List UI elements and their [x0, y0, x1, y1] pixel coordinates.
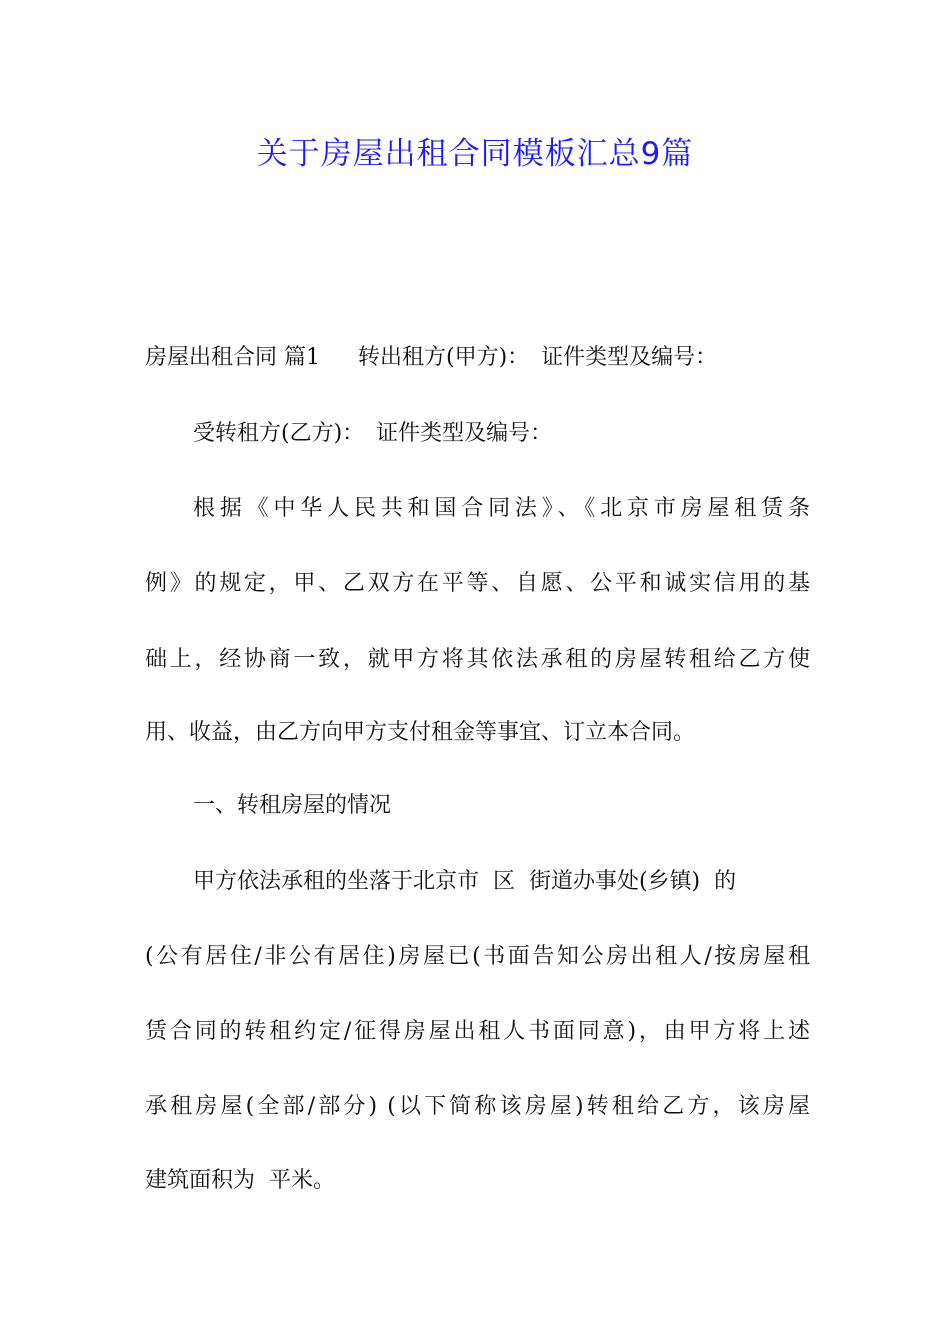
paragraph1-line-2: 例》的规定，甲、乙双方在平等、自愿、公平和诚实信用的基 — [145, 571, 810, 596]
paragraph1-line-3: 础上，经协商一致，就甲方将其依法承租的房屋转租给乙方使 — [145, 647, 810, 672]
header-line — [145, 338, 810, 378]
paragraph1-line-4: 用、收益，由乙方向甲方支付租金等事宜、订立本合同。 — [145, 720, 696, 745]
document-title: 关于房屋出租合同模板汇总9篇 — [256, 136, 694, 172]
section-label: 房屋出租合同 篇1 — [145, 345, 320, 370]
section1-heading: 一、转租房屋的情况 — [193, 793, 392, 818]
party-b-label: 受转租方(乙方)： — [193, 421, 365, 446]
paragraph2-line-3: 赁合同的转租约定/征得房屋出租人书面同意)，由甲方将上述 — [145, 1019, 810, 1044]
paragraph2-line-2: (公有居住/非公有居住)房屋已(书面告知公房出租人/按房屋租 — [145, 944, 810, 969]
party-b-id-label: 证件类型及编号： — [376, 421, 553, 446]
party-a-label: 转出租方(甲方)： — [358, 345, 530, 370]
paragraph2-line-4: 承租房屋(全部/部分) (以下简称该房屋)转租给乙方，该房屋 — [145, 1094, 810, 1119]
party-b-line — [193, 414, 810, 454]
paragraph2-line-1: 甲方依法承租的坐落于北京市 区 街道办事处(乡镇) 的 — [193, 869, 737, 894]
paragraph1-line-1: 根据《中华人民共和国合同法》、《北京市房屋租赁条 — [193, 496, 810, 521]
party-a-id-label: 证件类型及编号： — [541, 345, 718, 370]
paragraph2-line-5: 建筑面积为 平米。 — [145, 1168, 335, 1193]
